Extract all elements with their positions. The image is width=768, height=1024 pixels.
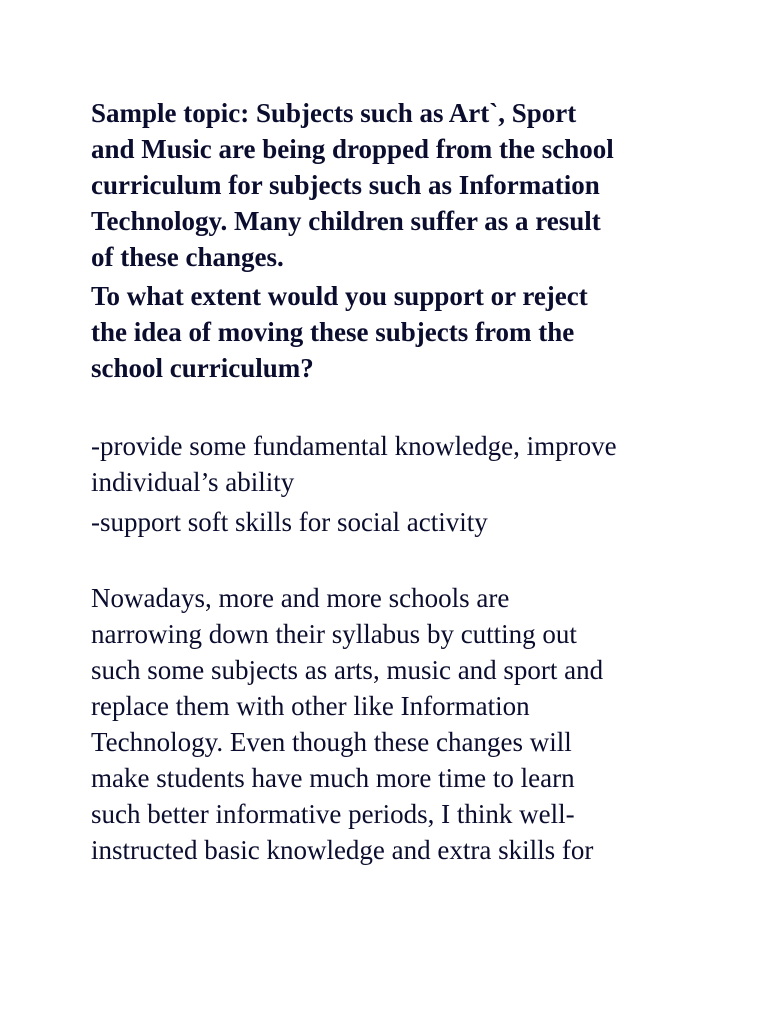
essay-line: such some subjects as arts, music and sport and bbox=[91, 655, 604, 685]
topic-line: Sample topic: Subjects such as Art`, Sport bbox=[91, 98, 577, 128]
document-content bbox=[91, 95, 691, 868]
essay-line: instructed basic knowledge and extra skills for bbox=[91, 835, 594, 865]
topic-line: curriculum for subjects such as Information bbox=[91, 170, 600, 200]
paragraph-gap bbox=[91, 386, 691, 422]
paragraph-gap bbox=[91, 540, 691, 576]
essay-question bbox=[91, 278, 691, 386]
essay-line: narrowing down their syllabus by cutting out bbox=[91, 619, 577, 649]
essay-paragraph bbox=[91, 580, 691, 868]
question-line: school curriculum? bbox=[91, 353, 314, 383]
topic-line: of these changes. bbox=[91, 242, 284, 272]
topic-line: and Music are being dropped from the school bbox=[91, 134, 614, 164]
essay-line: Technology. Even though these changes will bbox=[91, 727, 572, 757]
essay-line: such better informative periods, I think well- bbox=[91, 799, 575, 829]
outline-notes bbox=[91, 428, 691, 540]
essay-line: Nowadays, more and more schools are bbox=[91, 583, 510, 613]
note-line: individual’s ability bbox=[91, 467, 295, 497]
note-line: -provide some fundamental knowledge, improve bbox=[91, 431, 617, 461]
sample-topic bbox=[91, 95, 691, 275]
question-line: the idea of moving these subjects from the bbox=[91, 317, 575, 347]
question-line: To what extent would you support or reject bbox=[91, 281, 588, 311]
note-line: -support soft skills for social activity bbox=[91, 507, 488, 537]
essay-line: replace them with other like Information bbox=[91, 691, 530, 721]
essay-line: make students have much more time to learn bbox=[91, 763, 575, 793]
topic-line: Technology. Many children suffer as a result bbox=[91, 206, 601, 236]
